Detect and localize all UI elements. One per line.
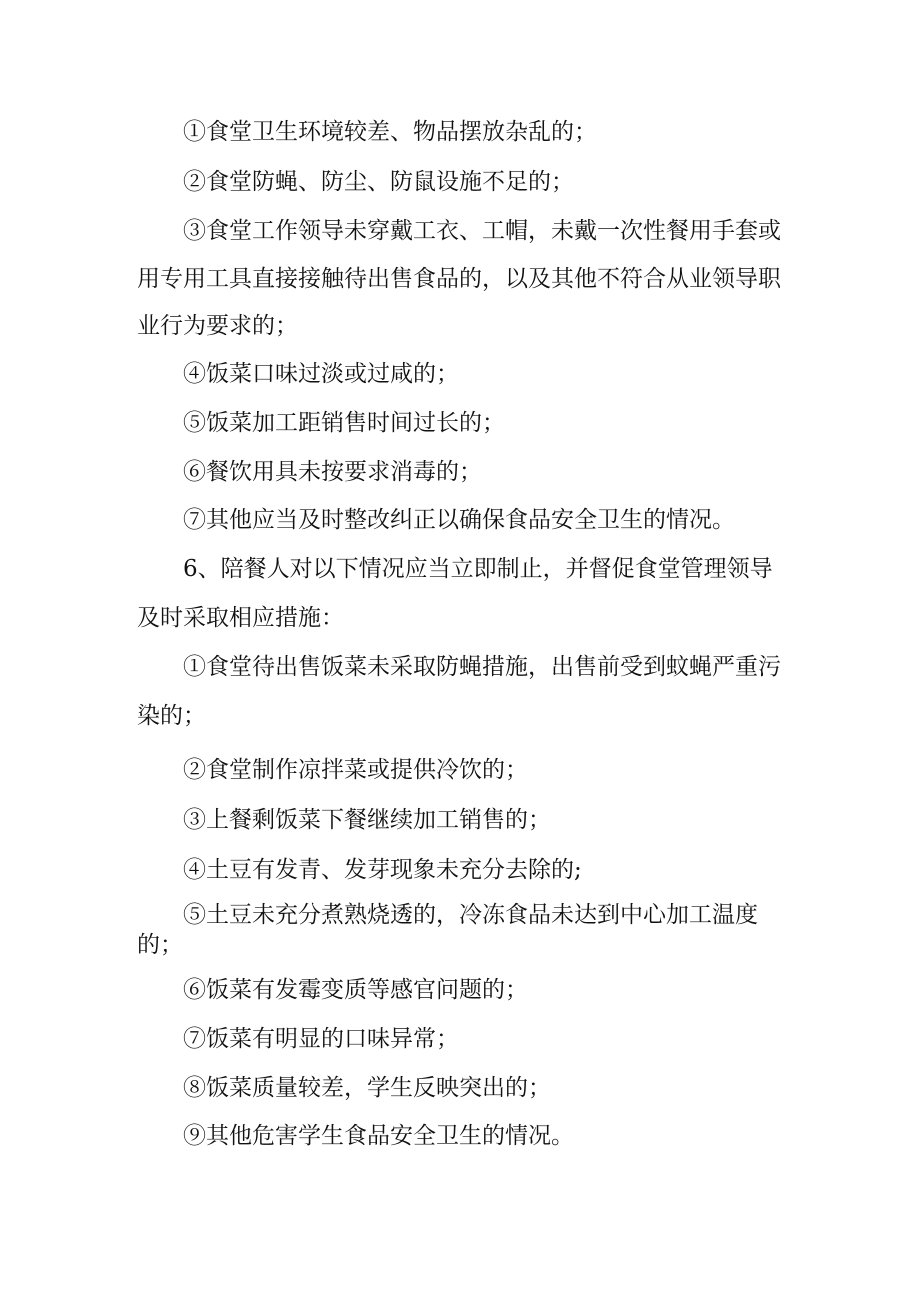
text-line: ⑦其他应当及时整改纠正以确保食品安全卫生的情况。	[183, 507, 735, 533]
text-line: ⑤饭菜加工距销售时间过长的；	[183, 410, 505, 436]
text-line: ④土豆有发青、发芽现象未充分去除的;	[183, 857, 582, 883]
text-line: ⑤土豆未充分煮熟烧透的，冷冻食品未达到中心加工温度	[183, 902, 758, 928]
text-line: ⑥饭菜有发霉变质等感官问题的；	[183, 977, 528, 1003]
text-line: 6、陪餐人对以下情况应当立即制止，并督促食堂管理领导	[183, 556, 773, 582]
text-line: ⑧饭菜质量较差，学生反映突出的；	[183, 1075, 551, 1101]
text-line: ④饭菜口味过淡或过咸的；	[183, 361, 459, 387]
text-line: 业行为要求的；	[137, 313, 298, 339]
text-line: 及时采取相应措施：	[137, 605, 344, 631]
text-line: ⑦饭菜有明显的口味异常；	[183, 1026, 459, 1052]
text-line: 用专用工具直接接触待出售食品的，以及其他不符合从业领导职	[137, 266, 781, 292]
text-line: 染的；	[137, 703, 206, 729]
text-line: ③上餐剩饭菜下餐继续加工销售的；	[183, 807, 551, 833]
text-line: ⑨其他危害学生食品安全卫生的情况。	[183, 1123, 574, 1149]
text-line: ⑥餐饮用具未按要求消毒的；	[183, 459, 482, 485]
text-line: ①食堂卫生环境较差、物品摆放杂乱的；	[183, 119, 597, 145]
text-line: 的；	[137, 932, 183, 958]
text-line: ③食堂工作领导未穿戴工衣、工帽，未戴一次性餐用手套或	[183, 218, 781, 244]
text-line: ①食堂待出售饭菜未采取防蝇措施，出售前受到蚊蝇严重污	[183, 654, 781, 680]
text-line: ②食堂防蝇、防尘、防鼠设施不足的；	[183, 169, 574, 195]
text-line: ②食堂制作凉拌菜或提供冷饮的；	[183, 757, 528, 783]
